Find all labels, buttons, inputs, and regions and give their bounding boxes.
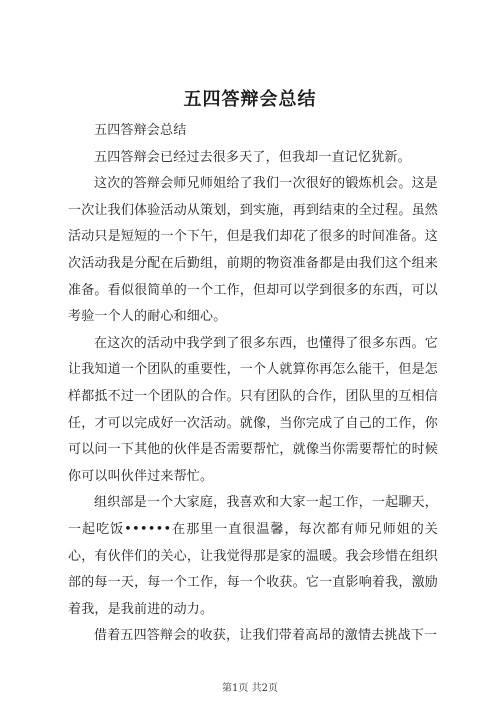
- paragraph-intro: 五四答辩会已经过去很多天了，但我却一直记忆犹新。: [94, 149, 411, 165]
- paragraph-teamwork: 在这次的活动中我学到了很多东西，也懂得了很多东西。它让我知道一个团队的重要性，一个人就算你再怎么能干，但是怎样都抵不过一个团队的合作。只有团队的合作，团队里的互相信任，才可以完成好一次活动。就像，当你完成了自己的工作，你可以问一下其他的伙伴是否需要帮忙，就像当你需要帮忙的时候你可以叫伙伴过来帮忙。: [68, 335, 438, 484]
- page-number-footer: 第1页 共2页: [222, 683, 278, 694]
- document-body: [68, 118, 438, 650]
- paragraph-closing: 借着五四答辩会的收获，让我们带着高昂的激情去挑战下一: [94, 628, 438, 644]
- document-title: 五四答辩会总结: [183, 89, 317, 110]
- paragraph-subtitle: 五四答辩会总结: [94, 123, 187, 138]
- paragraph-exercise: 这次的答辩会师兄师姐给了我们一次很好的锻炼机会。这是一次让我们体验活动从策划，到实施，再到结束的全过程。虽然活动只是短短的一个下午，但是我们却花了很多的时间准备。这次活动我是分配在后勤组，前期的物资准备都是由我们这个组来准备。看似很简单的一个工作，但却可以学到很多的东西，可以考验一个人的耐心和细心。: [68, 176, 438, 325]
- paragraph-organization: 组织部是一个大家庭，我喜欢和大家一起工作，一起聊天，一起吃饭••••••在那里一直很温馨，每次都有师兄师姐的关心，有伙伴们的关心，让我觉得那是家的温暖。我会珍惜在组织部的每一天，每一个工作，每一个收获。它一直影响着我，激励着我，是我前进的动力。: [68, 495, 438, 617]
